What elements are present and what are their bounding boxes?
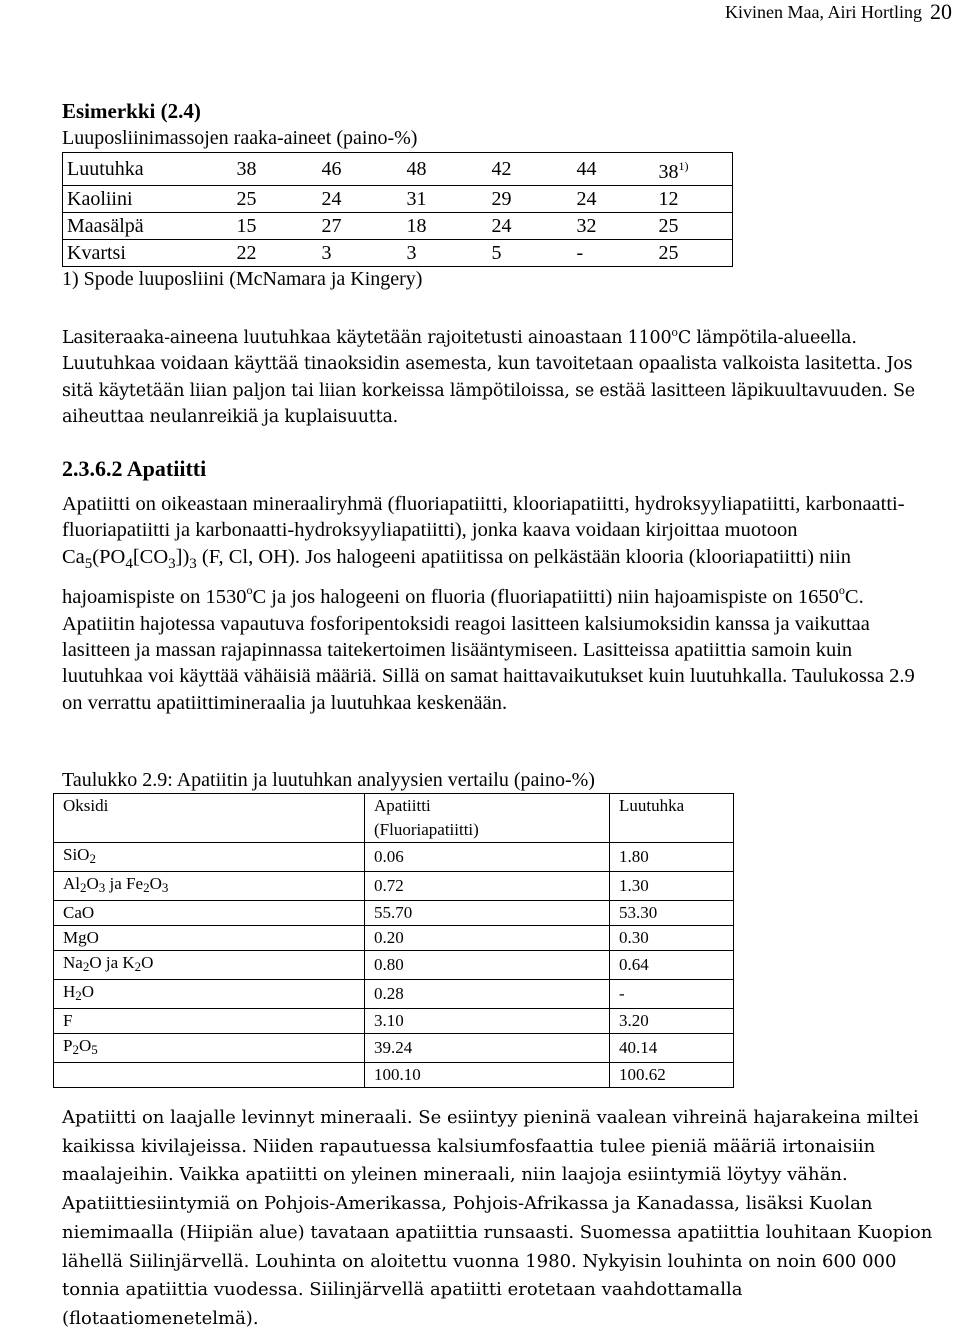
cell-value [655,153,733,186]
cell-value: 15 [233,213,318,240]
formula-part: O [149,874,162,893]
cell-value: 24 [573,186,655,213]
cell-value-text: 38 [658,161,679,183]
section-heading: 2.3.6.2 Apatiitti [62,456,207,481]
table-header-row [54,818,734,843]
apatite-value: 0.20 [365,926,610,951]
cell-value: 24 [318,186,403,213]
subscript: 3 [189,555,197,572]
comparison-table [53,793,734,1088]
material-name: Maasälpä [63,213,233,240]
degree-mark: o [246,583,253,598]
cell-value: 12 [655,186,733,213]
subscript: 3 [168,555,176,572]
cell-value: 25 [655,240,733,267]
page-header [725,0,952,24]
formula-part: Na [63,953,83,972]
footnote-marker: 1) [678,159,689,173]
table-row [54,926,734,951]
paragraph-apatite [62,491,937,716]
bone-ash-value: 1.80 [610,843,734,872]
cell-value: 48 [403,153,488,186]
degree-mark: o [671,326,678,339]
bone-ash-value: 40.14 [610,1034,734,1063]
header-authors: Kivinen Maa, Airi Hortling [725,2,922,22]
oxide-cell: CaO [54,901,365,926]
apatite-value: 0.72 [365,872,610,901]
bone-ash-value: 3.20 [610,1009,734,1034]
apatite-value: 55.70 [365,901,610,926]
table-row [63,186,733,213]
header-apatite-sub: (Fluoriapatiitti) [365,818,610,843]
cell-value: 5 [488,240,573,267]
apatite-value: 39.24 [365,1034,610,1063]
formula-part: O [78,1036,92,1055]
text-run: Apatiitti on oikeastaan mineraaliryhmä (fluoriapatiitti, klooriapatiitti, hydroksyyliapatiitti, karbonaatti-fluoriapatiitti ja karbonaatti-hydroksyyliapatiitti), jonka kaava voidaan kirjoittaa muotoon Ca [62,493,905,568]
subscript: 2 [143,880,150,895]
cell-value: 44 [573,153,655,186]
oxide-cell [54,1034,365,1063]
degree-mark: o [838,583,845,598]
subscript: 2 [72,1042,79,1057]
formula-part: H [63,982,76,1001]
formula-part: ja Fe [105,874,144,893]
subscript: 5 [91,1042,98,1057]
text-run: C. Apatiitin hajotessa vapautuva fosforipentoksidi reagoi lasitteen kalsiumoksidin kanssa ja vaikuttaa lasitteen ja massan rajapinnassa taitekertoimen lisääntymiseen. Lasitteissa apatiittia samoin kuin luutuhkaa voi käyttää vähäisiä määriä. Sillä on samat haittavaikutukset kuin luutuhkalla. Taulukossa 2.9 on verrattu apatiittimineraalia ja luutuhkaa keskenään. [62,586,915,714]
cell-value: 25 [233,186,318,213]
cell-value: 46 [318,153,403,186]
apatite-value: 3.10 [365,1009,610,1034]
subscript: 4 [125,555,133,572]
cell-value: 3 [403,240,488,267]
text-run: (F, Cl, OH). Jos halogeeni apatiitissa on pelkästään klooria (klooriapatiitti) niin hajoamispiste on 1530 [62,545,852,609]
header-oxide: Oksidi [54,794,365,819]
subscript: 2 [134,959,142,974]
oxide-cell [54,980,365,1009]
paragraph-occurrence: Apatiitti on laajalle levinnyt mineraali. Se esiintyy pieninä vaalean vihreinä hajarakeina miltei kaikissa kivilajeissa. Niiden rapautuessa kalsiumfosfaattia tulee pieniä määriä irtonaisiin maalajeihin. Vaikka apatiitti on yleinen mineraali, niin laajoja esiintymiä löytyy vähän. Apatiittiesiintymiä on Pohjois-Amerikassa, Pohjois-Afrikassa ja Kanadassa, lisäksi Kuolan niemimaalla (Hiipiän alue) tavataan apatiittia runsaasti. Suomessa apatiittia louhitaan Kuopion lähellä Siilinjärvellä. Louhinta on aloitettu vuonna 1980. Nykyisin louhinta on noin 600 000 tonnia apatiittia vuodessa. Siilinjärvellä apatiitti erotetaan vaahdottamalla (flotaatiomenetelmä). [62,1107,933,1329]
subscript: 2 [75,988,82,1003]
table-header-row [54,794,734,819]
table-row [54,1034,734,1063]
bone-ash-value: 1.30 [610,872,734,901]
header-blank [610,818,734,843]
text-run: C lämpötila-alueella. Luutuhkaa voidaan käyttää tinaoksidin asemesta, kun tavoitetaan opaalista valkoista lasitetta. Jos sitä käytetään liian paljon tai liian korkeissa lämpötiloissa, se estää lasitteen läpikuultavuuden. Se aiheuttaa neulanreikiä ja kuplaisuutta. [62,327,915,428]
oxide-cell: MgO [54,926,365,951]
formula-part: O [81,982,95,1001]
oxide-cell [54,843,365,872]
formula-part: Al [63,874,80,893]
cell-value: - [573,240,655,267]
table-row [54,1009,734,1034]
raw-material-table [62,152,733,267]
apatite-total: 100.10 [365,1063,610,1088]
cell-value: 38 [233,153,318,186]
formula-part: O ja K [89,953,135,972]
table-row [63,213,733,240]
subscript: 5 [84,555,93,572]
table-row [54,901,734,926]
cell-value: 18 [403,213,488,240]
apatite-value: 0.06 [365,843,610,872]
text-run: [CO [132,545,169,568]
text-run: C ja jos halogeeni on fluoria (fluoriapatiitti) niin hajoamispiste on 1650 [252,586,839,609]
table-row [63,153,733,186]
table-row [54,951,734,980]
example-title: Esimerkki (2.4) [62,99,201,123]
subscript: 2 [89,851,96,866]
cell-value: 29 [488,186,573,213]
cell-value: 25 [655,213,733,240]
material-name: Kaoliini [63,186,233,213]
cell-value: 32 [573,213,655,240]
subscript: 3 [161,880,169,895]
text-run: Lasiteraaka-aineena luutuhkaa käytetään rajoitetusti ainoastaan 1100 [62,327,672,348]
formula-part: O [86,874,99,893]
header-blank [54,818,365,843]
formula-part: P [63,1036,73,1055]
material-name: Luutuhka [63,153,233,186]
cell-value: 3 [318,240,403,267]
subscript: 3 [98,880,106,895]
cell-value: 24 [488,213,573,240]
subscript: 2 [80,880,87,895]
header-bone-ash: Luutuhka [610,794,734,819]
cell-value: 27 [318,213,403,240]
apatite-value: 0.28 [365,980,610,1009]
subscript: 2 [82,959,90,974]
example-subtitle: Luuposliinimassojen raaka-aineet (paino-%) [62,127,418,149]
bone-ash-value: 0.64 [610,951,734,980]
text-run: (PO [92,545,126,568]
cell-value: 31 [403,186,488,213]
bone-ash-value: 53.30 [610,901,734,926]
table-row [54,872,734,901]
page-number: 20 [930,0,952,24]
table-row [54,980,734,1009]
formula-part: SiO [63,845,90,864]
table-caption: Taulukko 2.9: Apatiitin ja luutuhkan analyysien vertailu (paino-%) [62,769,595,791]
cell-value: 42 [488,153,573,186]
table-total-row [54,1063,734,1088]
bone-ash-value: - [610,980,734,1009]
table-row [63,240,733,267]
oxide-cell [54,951,365,980]
paragraph-bone-ash [62,320,932,431]
apatite-value: 0.80 [365,951,610,980]
header-apatite: Apatiitti [365,794,610,819]
material-name: Kvartsi [63,240,233,267]
bone-ash-total: 100.62 [610,1063,734,1088]
table-row [54,843,734,872]
text-run: ]) [175,545,190,568]
formula-part: O [141,953,154,972]
bone-ash-value: 0.30 [610,926,734,951]
total-label-blank [54,1063,365,1088]
oxide-cell: F [54,1009,365,1034]
oxide-cell [54,872,365,901]
cell-value: 22 [233,240,318,267]
example-footnote: 1) Spode luuposliini (McNamara ja Kingery) [62,268,423,290]
